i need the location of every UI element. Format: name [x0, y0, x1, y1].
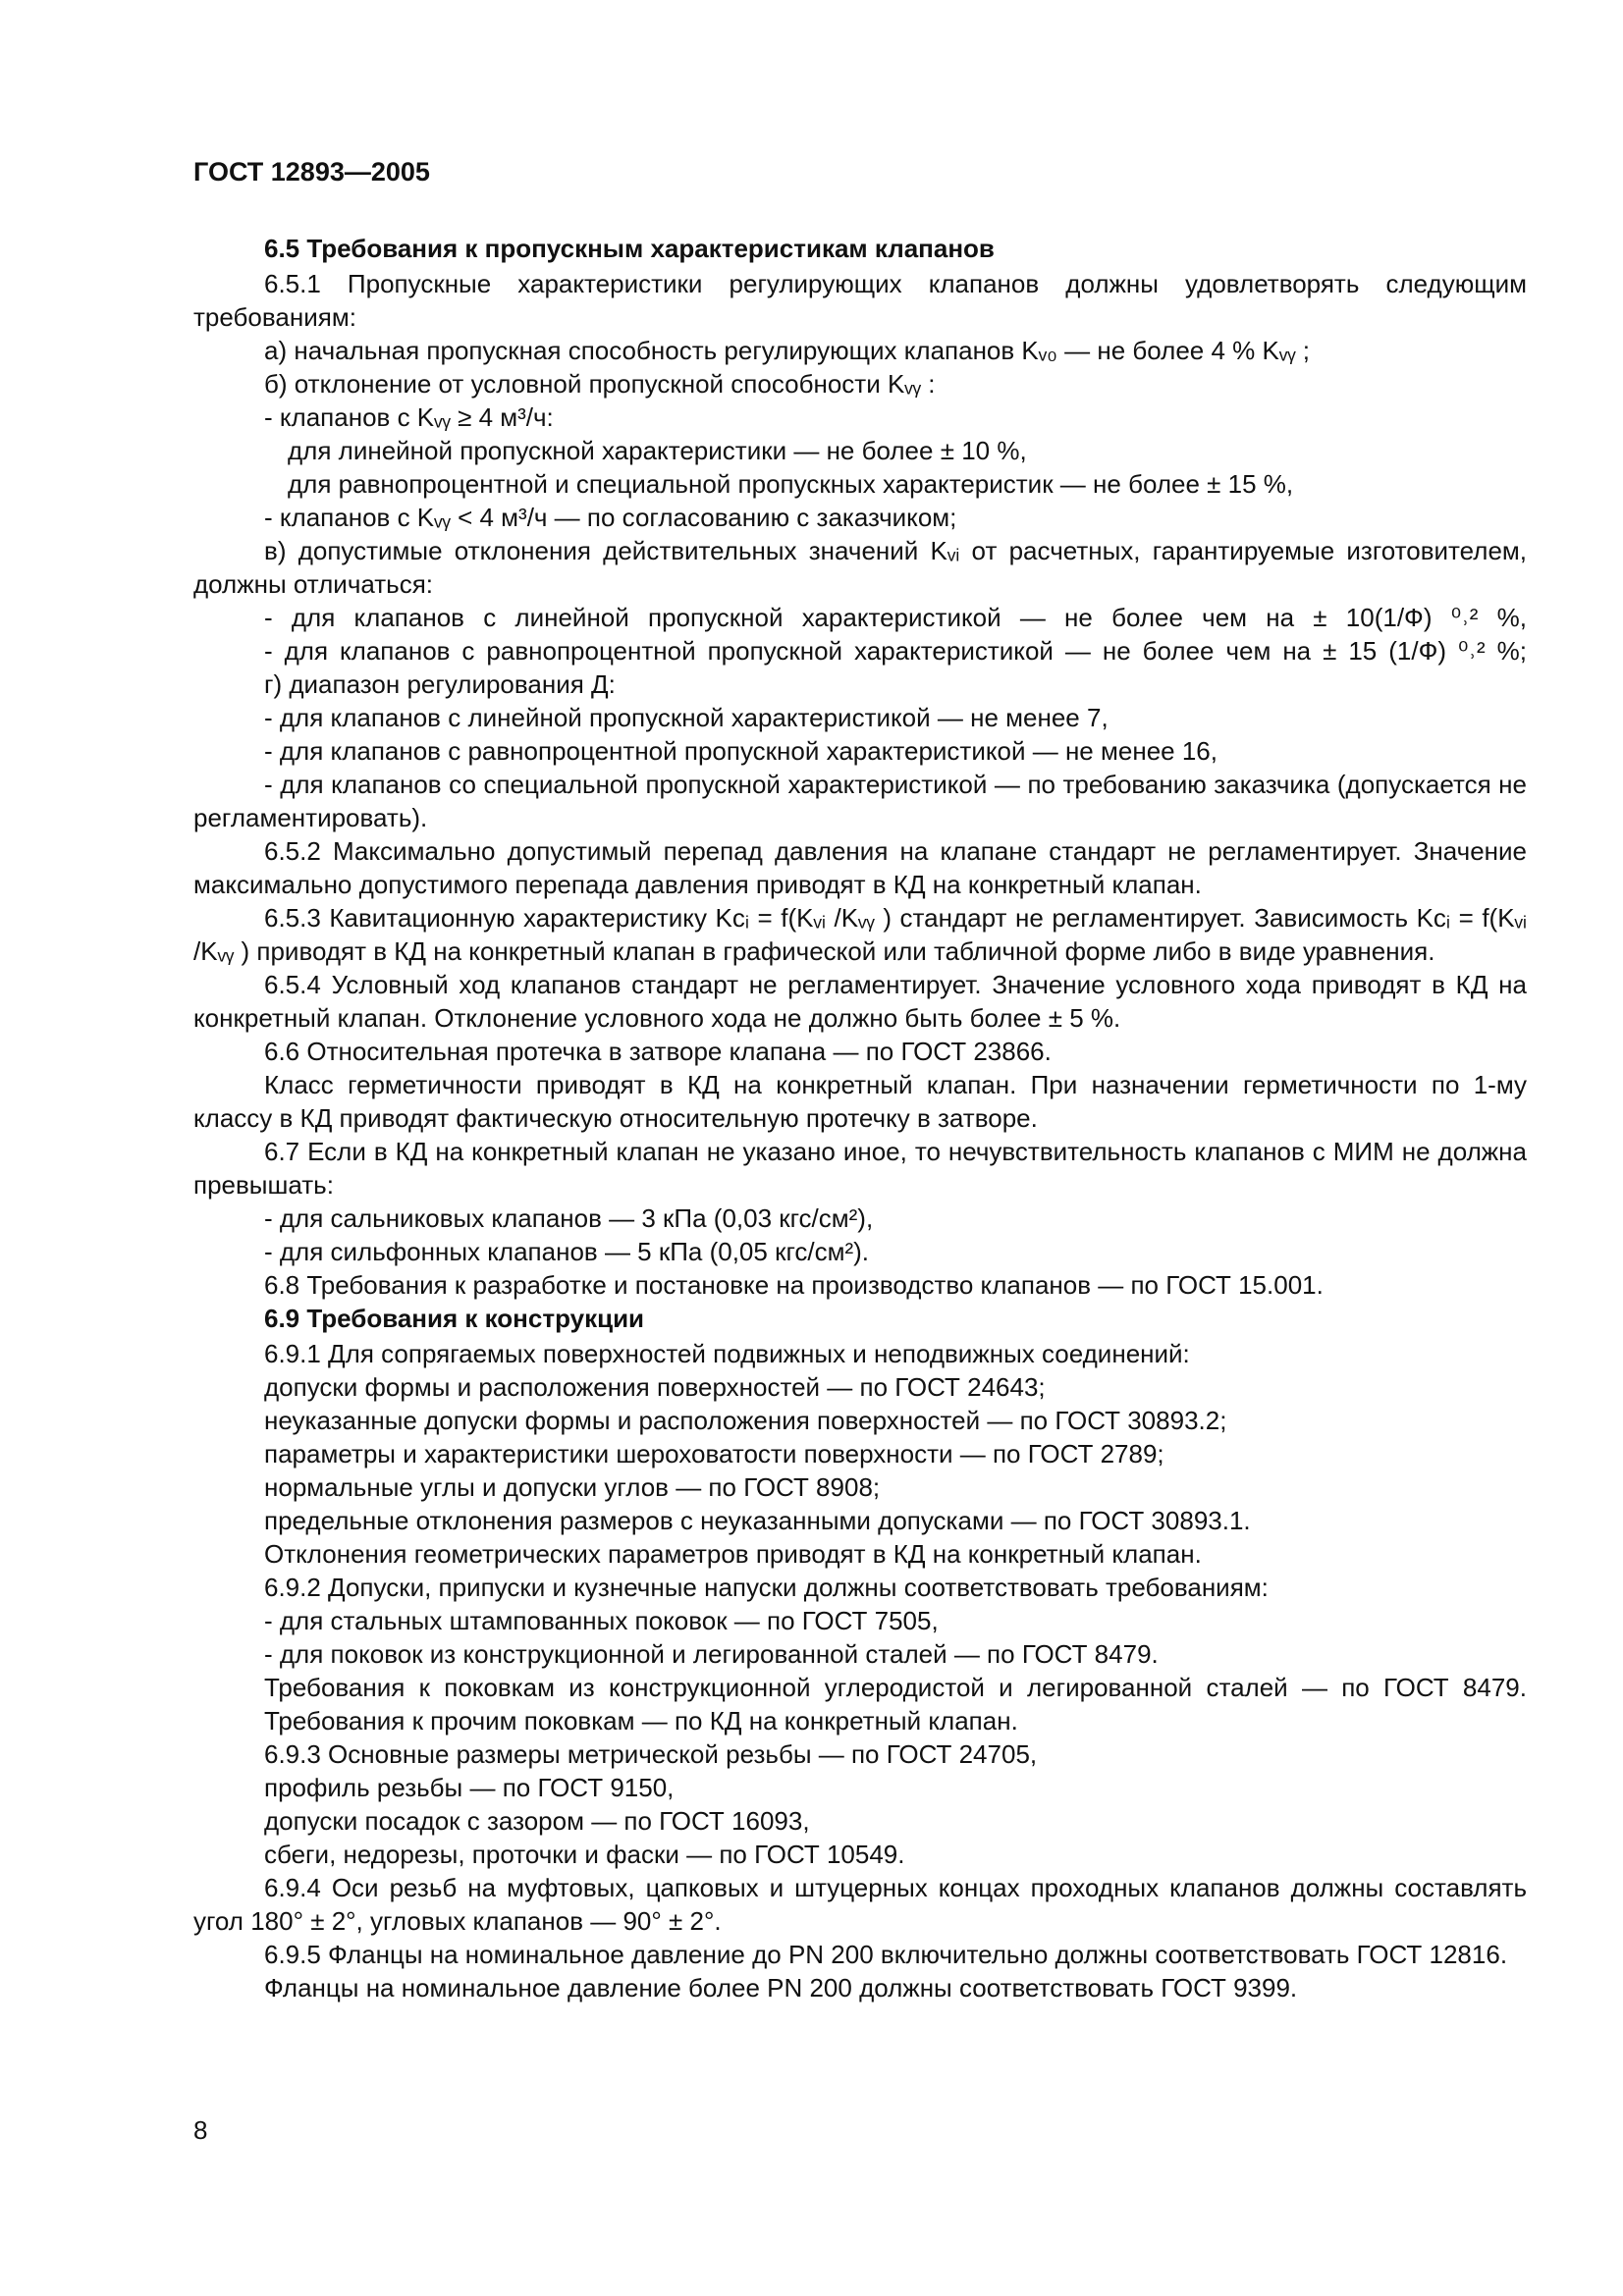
text-paragraph: - для клапанов с равнопроцентной пропускной характеристикой — не более чем на ± 15 (1/Ф) ⁰˒² %; [264, 636, 1527, 666]
text-paragraph: 6.7 Если в КД на конкретный клапан не указано иное, то нечувствительность клапанов с МИМ не должна превышать: [193, 1137, 1527, 1200]
text-paragraph: 6.5.3 Кавитационную характеристику Kcᵢ = f(Kᵥᵢ /Kᵥᵧ ) стандарт не регламентирует. Зависимость Kcᵢ = f(Kᵥᵢ /Kᵥᵧ ) приводят в КД на конкретный клапан в графической или табличной форме либо в виде уравнения. [193, 903, 1527, 966]
text-paragraph: - для стальных штампованных поковок — по ГОСТ 7505, [264, 1606, 939, 1635]
document-page [193, 155, 1527, 2004]
section-heading: 6.9 Требования к конструкции [264, 1304, 645, 1333]
text-paragraph: нормальные углы и допуски углов — по ГОСТ 8908; [264, 1472, 881, 1502]
text-paragraph: - для клапанов с линейной пропускной характеристикой — не более чем на ± 10(1/Ф) ⁰˒² %, [264, 603, 1527, 632]
text-paragraph: неуказанные допуски формы и расположения поверхностей — по ГОСТ 30893.2; [264, 1406, 1227, 1435]
text-paragraph: Класс герметичности приводят в КД на конкретный клапан. При назначении герметичности по 1-му классу в КД приводят фактическую относительную протечку в затворе. [193, 1070, 1527, 1133]
text-paragraph: - для поковок из конструкционной и легированной сталей — по ГОСТ 8479. [264, 1639, 1159, 1669]
text-paragraph: 6.9.1 Для сопрягаемых поверхностей подвижных и неподвижных соединений: [264, 1339, 1190, 1368]
document-header: ГОСТ 12893—2005 [193, 157, 430, 187]
text-paragraph: - клапанов с Kᵥᵧ < 4 м³/ч — по согласованию с заказчиком; [264, 503, 957, 532]
text-paragraph: Отклонения геометрических параметров приводят в КД на конкретный клапан. [264, 1539, 1202, 1569]
text-paragraph: 6.5.2 Максимально допустимый перепад давления на клапане стандарт не регламентирует. Значение максимально допустимого перепада давления приводят в КД на конкретный клапан. [193, 836, 1527, 899]
text-paragraph: параметры и характеристики шероховатости поверхности — по ГОСТ 2789; [264, 1439, 1164, 1468]
page-number: 8 [193, 2115, 208, 2145]
text-paragraph: для равнопроцентной и специальной пропускных характеристик — не более ± 15 %, [288, 469, 1294, 499]
text-paragraph: 6.6 Относительная протечка в затворе клапана — по ГОСТ 23866. [264, 1037, 1052, 1066]
text-paragraph: профиль резьбы — по ГОСТ 9150, [264, 1773, 675, 1802]
text-paragraph: 6.8 Требования к разработке и постановке на производство клапанов — по ГОСТ 15.001. [264, 1270, 1324, 1300]
text-paragraph: 6.9.4 Оси резьб на муфтовых, цапковых и штуцерных концах проходных клапанов должны составлять угол 180° ± 2°, угловых клапанов — 90° ± 2°. [193, 1873, 1527, 1936]
text-paragraph: Требования к прочим поковкам — по КД на конкретный клапан. [264, 1706, 1018, 1735]
text-paragraph: 6.9.2 Допуски, припуски и кузнечные напуски должны соответствовать требованиям: [264, 1573, 1269, 1602]
text-paragraph: сбеги, недорезы, проточки и фаски — по ГОСТ 10549. [264, 1840, 905, 1869]
text-paragraph: 6.9.5 Фланцы на номинальное давление до PN 200 включительно должны соответствовать ГОСТ 12816. [264, 1940, 1508, 1969]
section-heading: 6.5 Требования к пропускным характеристикам клапанов [264, 234, 995, 263]
text-paragraph: предельные отклонения размеров с неуказанными допусками — по ГОСТ 30893.1. [264, 1506, 1251, 1535]
text-paragraph: а) начальная пропускная способность регулирующих клапанов Kᵥ₀ — не более 4 % Kᵥᵧ ; [264, 336, 1311, 365]
text-paragraph: 6.5.4 Условный ход клапанов стандарт не регламентирует. Значение условного хода приводят в КД на конкретный клапан. Отклонение условного хода не должно быть более ± 5 %. [193, 970, 1527, 1033]
text-paragraph: 6.5.1 Пропускные характеристики регулирующих клапанов должны удовлетворять следующим требованиям: [193, 269, 1527, 332]
text-paragraph: 6.9.3 Основные размеры метрической резьбы — по ГОСТ 24705, [264, 1739, 1038, 1769]
text-paragraph: б) отклонение от условной пропускной способности Kᵥᵧ : [264, 369, 936, 399]
text-paragraph: - для клапанов с равнопроцентной пропускной характеристикой — не менее 16, [264, 736, 1217, 766]
text-paragraph: в) допустимые отклонения действительных значений Kᵥᵢ от расчетных, гарантируемые изготовителем, должны отличаться: [193, 536, 1527, 599]
text-paragraph: - для сильфонных клапанов — 5 кПа (0,05 кгс/см²). [264, 1237, 870, 1266]
text-paragraph: Требования к поковкам из конструкционной углеродистой и легированной сталей — по ГОСТ 8479. [264, 1673, 1527, 1702]
text-paragraph: допуски посадок с зазором — по ГОСТ 16093, [264, 1806, 810, 1836]
text-paragraph: - клапанов с Kᵥᵧ ≥ 4 м³/ч: [264, 402, 554, 432]
text-paragraph: - для клапанов с линейной пропускной характеристикой — не менее 7, [264, 703, 1109, 732]
text-paragraph: - для сальниковых клапанов — 3 кПа (0,03 кгс/см²), [264, 1203, 874, 1233]
text-paragraph: Фланцы на номинальное давление более PN 200 должны соответствовать ГОСТ 9399. [264, 1973, 1298, 2002]
document-body [193, 232, 1527, 2004]
text-paragraph: - для клапанов со специальной пропускной характеристикой — по требованию заказчика (допускается не регламентировать). [193, 770, 1527, 832]
text-paragraph: г) диапазон регулирования Д: [264, 669, 616, 699]
text-paragraph: допуски формы и расположения поверхностей — по ГОСТ 24643; [264, 1372, 1046, 1402]
text-paragraph: для линейной пропускной характеристики — не более ± 10 %, [288, 436, 1027, 465]
